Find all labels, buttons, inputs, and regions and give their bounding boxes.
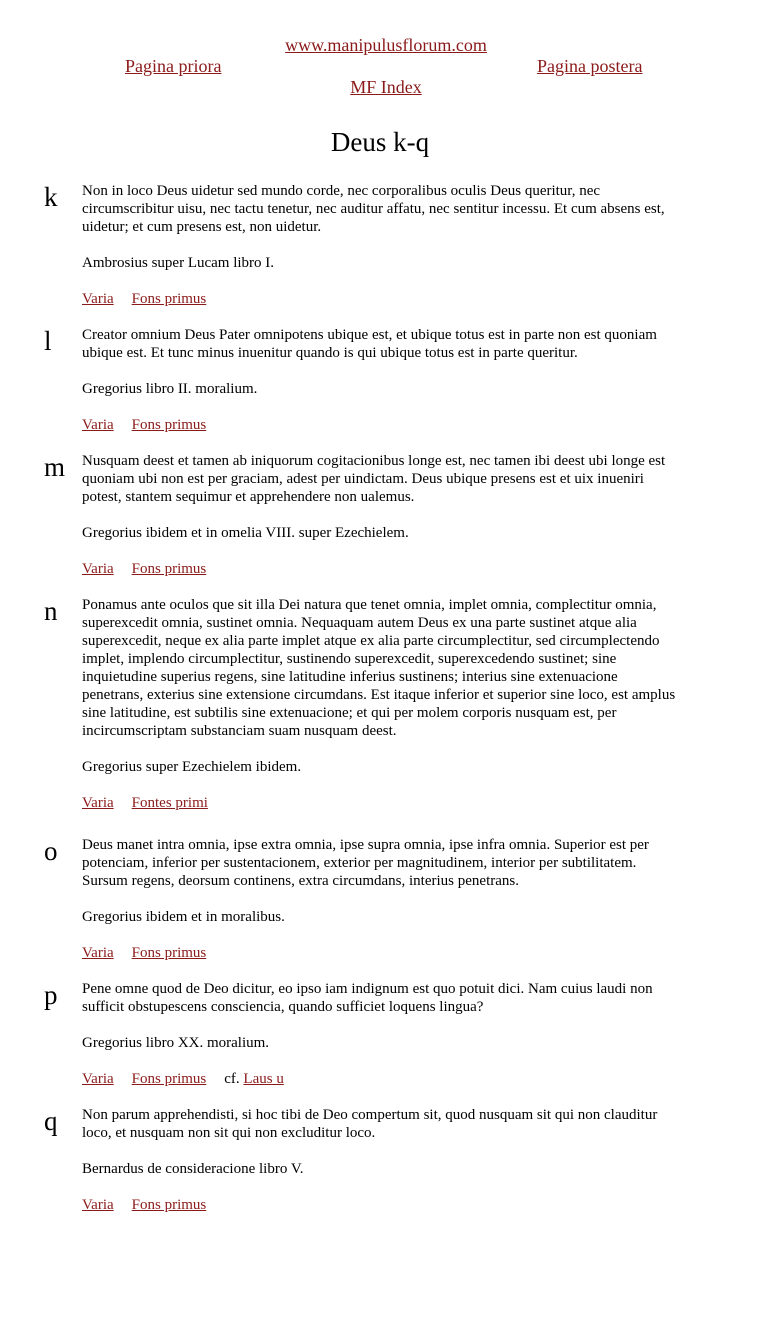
entry-source: Gregorius libro II. moralium. [82,381,258,397]
entry-quote: Non parum apprehendisti, si hoc tibi de Deo compertum sit, quod nusquam sit qui non clauditur loco, et nusquam non sit qui non excluditur loco. [82,1107,658,1141]
entry-letter: p [44,980,58,1010]
fons-primus-link[interactable]: Fons primus [131,291,207,307]
entry-links [82,1070,682,1088]
varia-link[interactable]: Varia [82,945,114,961]
cf-label: cf. [224,1071,240,1087]
varia-link[interactable]: Varia [82,291,114,307]
page-title: Deus k-q [330,127,430,157]
entry-quote: Pene omne quod de Deo dicitur, eo ipso iam indignum est quo potuit dici. Nam cuius laudi non sufficit obstupescens consciencia, quando sufficiet loquens lingua? [82,981,653,1015]
entry-source: Gregorius ibidem et in omelia VIII. super Ezechielem. [82,525,409,541]
entry-letter: n [44,596,58,626]
entry-links [82,560,682,578]
entry-body [82,1106,682,1214]
entry-letter: q [44,1106,58,1136]
entry-body [82,596,682,812]
varia-link[interactable]: Varia [82,561,114,577]
fons-primus-link[interactable]: Fons primus [131,945,207,961]
site-home-link[interactable]: www.manipulusflorum.com [285,35,487,55]
fontes-primi-link[interactable]: Fontes primi [131,795,208,811]
entry-links [82,416,682,434]
entry-letter: o [44,836,58,866]
varia-link[interactable]: Varia [82,1071,114,1087]
entry-quote: Ponamus ante oculos que sit illa Dei natura que tenet omnia, implet omnia, complectitur omnia, superexcedit omnia, sustinet omnia. Nequaquam autem Deus ex una parte sustinet atque alia superexcedit, neque ex alia parte implet atque ex alia parte circumplectitur, sed circumplectendo implet, implendo circumplectitur, sustinendo superexcedit, superexcedendo sustinet; sine inquietudine superius regens, sine latitudine inferius sustinens; interius sine extenuacione penetrans, exterius sine extensione circumdans. Est itaque inferior et superior sine loco, est amplus sine latitudine, est subtilis sine extenuacione; et qui per molem corporis nusquam est, per incircumscriptam substanciam suam nusquam deest. [82,597,676,739]
entry-body [82,836,682,962]
entry-quote: Nusquam deest et tamen ab iniquorum cogitacionibus longe est, nec tamen ibi deest ubi longe est quoniam ubi non est per graciam, adest per uindictam. Deus ubique presens est et uix inueniri potest, stantem sequimur et apprehendere non ualemus. [82,453,666,505]
fons-primus-link[interactable]: Fons primus [131,1071,207,1087]
varia-link[interactable]: Varia [82,1197,114,1213]
entry-body [82,452,682,578]
entry-links [82,944,682,962]
entry-body [82,182,682,308]
entry-letter: m [44,452,66,482]
entry-source: Bernardus de consideracione libro V. [82,1161,304,1177]
mf-index-link[interactable]: MF Index [350,77,422,97]
entry-source: Gregorius super Ezechielem ibidem. [82,759,302,775]
varia-link[interactable]: Varia [82,417,114,433]
entry-quote: Non in loco Deus uidetur sed mundo corde, nec corporalibus oculis Deus queritur, nec circumscribitur uisu, nec tactu tenetur, nec auditur affatu, nec sentitur incessu. Et cum absens est, uidetur; et cum presens est, non uidetur. [82,183,665,235]
entry-body [82,980,682,1088]
entry-letter: k [44,182,58,212]
varia-link[interactable]: Varia [82,795,114,811]
entry-source: Ambrosius super Lucam libro I. [82,255,275,271]
cross-reference-link[interactable]: Laus u [243,1071,284,1087]
entry-links [82,794,682,812]
next-page-link[interactable]: Pagina postera [537,56,643,76]
entry-links [82,290,682,308]
entry-quote: Creator omnium Deus Pater omnipotens ubique est, et ubique totus est in parte non est quoniam ubique est. Et tunc minus inuenitur quando is qui ubique totus est in parte queritur. [82,327,657,361]
entry-letter: l [44,326,52,356]
fons-primus-link[interactable]: Fons primus [131,561,207,577]
entry-body [82,326,682,434]
entry-quote: Deus manet intra omnia, ipse extra omnia, ipse supra omnia, ipse infra omnia. Superior est per potenciam, inferior per sustentacionem, exterior per magnitudinem, interior per subtilitatem. Sursum regens, deorsum continens, extra circumdans, interius penetrans. [82,837,649,889]
fons-primus-link[interactable]: Fons primus [131,417,207,433]
fons-primus-link[interactable]: Fons primus [131,1197,207,1213]
entry-source: Gregorius ibidem et in moralibus. [82,909,285,925]
previous-page-link[interactable]: Pagina priora [125,56,222,76]
entry-links [82,1196,682,1214]
entry-source: Gregorius libro XX. moralium. [82,1035,270,1051]
